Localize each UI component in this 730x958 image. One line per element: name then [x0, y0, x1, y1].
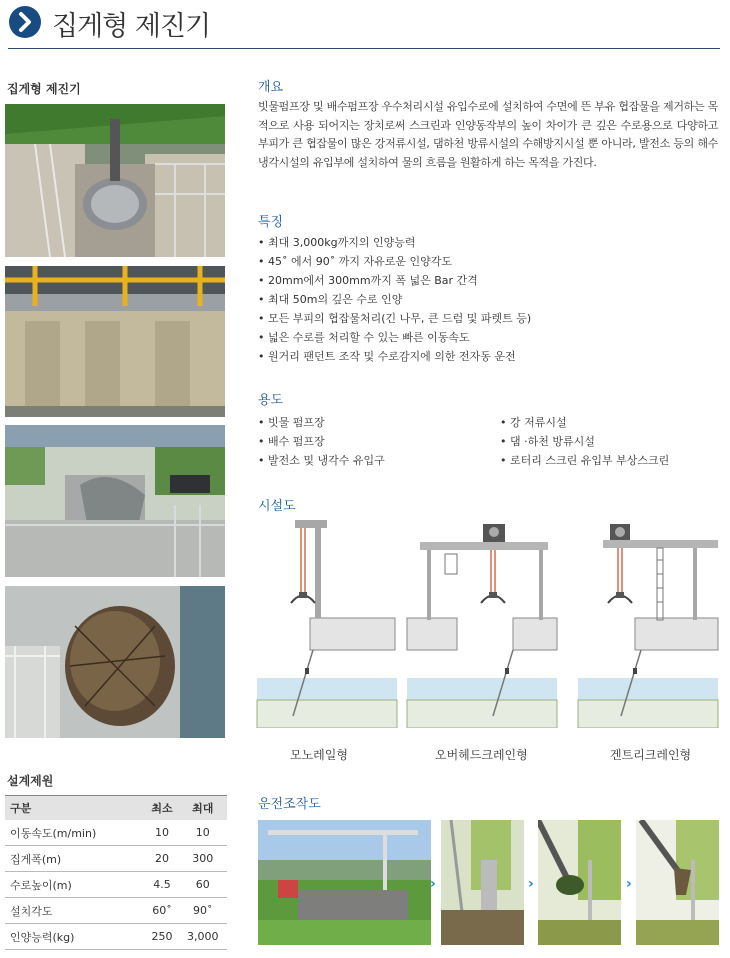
list-item: • 최대 50m의 깊은 수로 인양	[258, 293, 403, 306]
table-row	[5, 924, 227, 950]
spec-cell: 4.5	[146, 872, 179, 898]
usage-list-right	[500, 413, 669, 470]
spec-cell: 집게폭(m)	[5, 846, 146, 872]
chevron-right-icon: ›	[430, 876, 436, 892]
operation-photo-1	[258, 820, 431, 945]
spec-cell: 300	[178, 846, 227, 872]
table-row	[5, 872, 227, 898]
list-item: • 로터리 스크린 유입부 부상스크린	[500, 454, 670, 467]
spec-table-header	[5, 796, 227, 821]
list-item: • 빗물 펌프장	[258, 416, 325, 429]
facility-diagram	[255, 518, 720, 728]
list-item: • 댐 ·하천 방류시설	[500, 435, 595, 448]
table-row	[5, 820, 227, 846]
product-photo-4	[5, 586, 225, 738]
gantry-crane-diagram	[578, 524, 718, 728]
diagram-label-monorail: 모노레일형	[290, 748, 348, 762]
spec-cell: 60˚	[146, 898, 179, 924]
chevron-right-icon	[9, 6, 41, 38]
list-item: • 45˚ 에서 90˚ 까지 자유로운 인양각도	[258, 255, 452, 268]
spec-header-max: 최대	[178, 796, 227, 821]
diagram-label-overhead-crane: 오버헤드크레인형	[435, 748, 528, 762]
spec-cell: 3,000	[178, 924, 227, 950]
usage-title: 용도	[258, 393, 284, 408]
chevron-right-icon: ›	[626, 876, 632, 892]
list-item: • 원거리 팬던트 조작 및 수로감지에 의한 전자동 운전	[258, 350, 516, 363]
product-photo-3	[5, 425, 225, 577]
list-item: • 최대 3,000kg까지의 인양능력	[258, 236, 416, 249]
overview-text: 빗물펌프장 및 배수펌프장 우수처리시설 유입수로에 설치하여 수면에 뜬 부유 협잡물을 제거하는 목적으로 사용 되어지는 장치로써 스크린과 인양동작부의 높이 차이가 큰 깊은 수로용으로 다양하고 부피가 큰 협잡물이 많은 강저류시설, 댐하천 방류시설의 수해방지시설 뿐 아니라, 발전소 등의 해수 냉각시설의 유입부에 설치하여 물의 흐름을 원활하게 하는 목적을 가진다.	[258, 100, 718, 169]
diagram-label-gantry-crane: 겐트리크레인형	[610, 748, 692, 762]
operation-photo-4	[636, 820, 719, 945]
list-item: • 강 저류시설	[500, 416, 567, 429]
spec-cell: 인양능력(kg)	[5, 924, 146, 950]
features-title: 특징	[258, 215, 284, 230]
product-photo-2	[5, 266, 225, 417]
spec-cell: 이동속도(m/min)	[5, 820, 146, 846]
spec-cell: 10	[146, 820, 179, 846]
spec-cell: 250	[146, 924, 179, 950]
table-row	[5, 898, 227, 924]
usage-list-left	[258, 413, 385, 470]
spec-cell: 60	[178, 872, 227, 898]
list-item: • 발전소 및 냉각수 유입구	[258, 454, 385, 467]
photo-section-title: 집게형 제진기	[7, 82, 81, 96]
list-item: • 모든 부피의 협잡물처리(긴 나무, 큰 드럼 및 파렛트 등)	[258, 312, 532, 325]
spec-cell: 설치각도	[5, 898, 146, 924]
spec-table	[5, 795, 227, 950]
operation-photo-2	[441, 820, 524, 945]
spec-cell: 수로높이(m)	[5, 872, 146, 898]
list-item: • 20mm에서 300mm까지 폭 넓은 Bar 간격	[258, 274, 478, 287]
spec-section-title: 설계제원	[7, 774, 54, 788]
spec-cell: 10	[178, 820, 227, 846]
features-list	[258, 233, 531, 366]
list-item: • 배수 펌프장	[258, 435, 325, 448]
page-title: 집게형 제진기	[52, 11, 211, 42]
chevron-right-icon: ›	[528, 876, 534, 892]
overhead-crane-diagram	[407, 524, 557, 728]
facility-title: 시설도	[258, 499, 296, 514]
monorail-diagram	[257, 520, 397, 728]
header-divider	[8, 48, 720, 49]
overview-title: 개요	[258, 80, 284, 95]
operation-title: 운전조작도	[258, 797, 321, 812]
operation-photo-3	[538, 820, 621, 945]
spec-header-category: 구분	[5, 796, 146, 821]
table-row	[5, 846, 227, 872]
spec-header-min: 최소	[146, 796, 179, 821]
spec-cell: 90˚	[178, 898, 227, 924]
spec-cell: 20	[146, 846, 179, 872]
page-header	[0, 0, 730, 52]
list-item: • 넓은 수로를 처리할 수 있는 빠른 이동속도	[258, 331, 470, 344]
product-photo-1	[5, 104, 225, 257]
